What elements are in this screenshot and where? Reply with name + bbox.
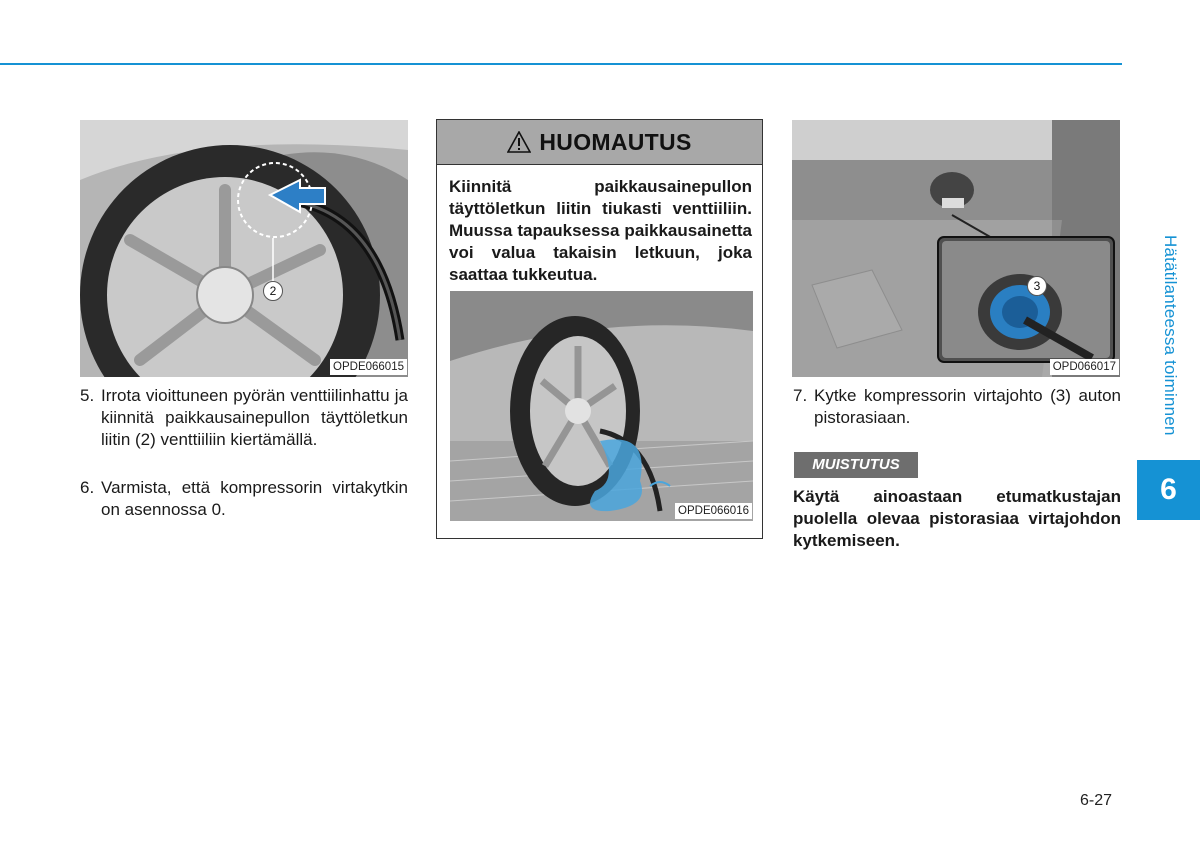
figure-code: OPD066017 (1050, 359, 1119, 375)
warning-triangle-icon (507, 131, 531, 153)
step-number: 6. (80, 478, 95, 497)
step-text: Kytke kompressorin virtajohto (3) auton pistorasiaan. (814, 386, 1121, 427)
step-7 (793, 385, 1121, 429)
chapter-title: Hätätilanteessa toiminnen (1161, 235, 1180, 436)
step-text: Irrota vioittuneen pyörän venttiilinhattu ja kiinnitä paikkausainepullon täyttöletkun liitin (2) venttiiliin kiertämällä. (101, 386, 408, 449)
wheel-valve-illustration (80, 120, 408, 377)
top-rule (0, 63, 1122, 65)
figure-code: OPDE066016 (675, 503, 752, 519)
step-text: Varmista, että kompressorin virtakytkin on asennossa 0. (101, 478, 408, 519)
caution-header (437, 120, 762, 165)
caution-title: HUOMAUTUS (539, 128, 692, 155)
figure-code: OPDE066015 (330, 359, 407, 375)
figure-power-outlet (792, 120, 1120, 377)
step-number: 7. (793, 386, 808, 405)
step-number: 5. (80, 386, 95, 405)
step-6 (80, 477, 408, 521)
chapter-number: 6 (1137, 460, 1200, 520)
figure-sealant-leak (450, 291, 753, 521)
callout-2: 2 (263, 281, 283, 301)
caution-text: Kiinnitä paikkausainepullon täyttöletkun liitin tiukasti venttiiliin. Muussa tapauksessa paikkausainetta voi valua takaisin letkuun, joka saattaa tukkeutua. (449, 177, 752, 284)
caution-box (436, 119, 763, 539)
figure-wheel-valve (80, 120, 408, 377)
callout-3: 3 (1027, 276, 1047, 296)
step-5 (80, 385, 408, 451)
note-badge: MUISTUTUS (794, 452, 918, 478)
sealant-leak-illustration (450, 291, 753, 521)
page-number: 6-27 (1080, 792, 1113, 809)
power-outlet-illustration (792, 120, 1120, 377)
note-text: Käytä ainoastaan etumatkustajan puolella olevaa pistorasiaa virtajohdon kytkemiseen. (793, 487, 1121, 550)
